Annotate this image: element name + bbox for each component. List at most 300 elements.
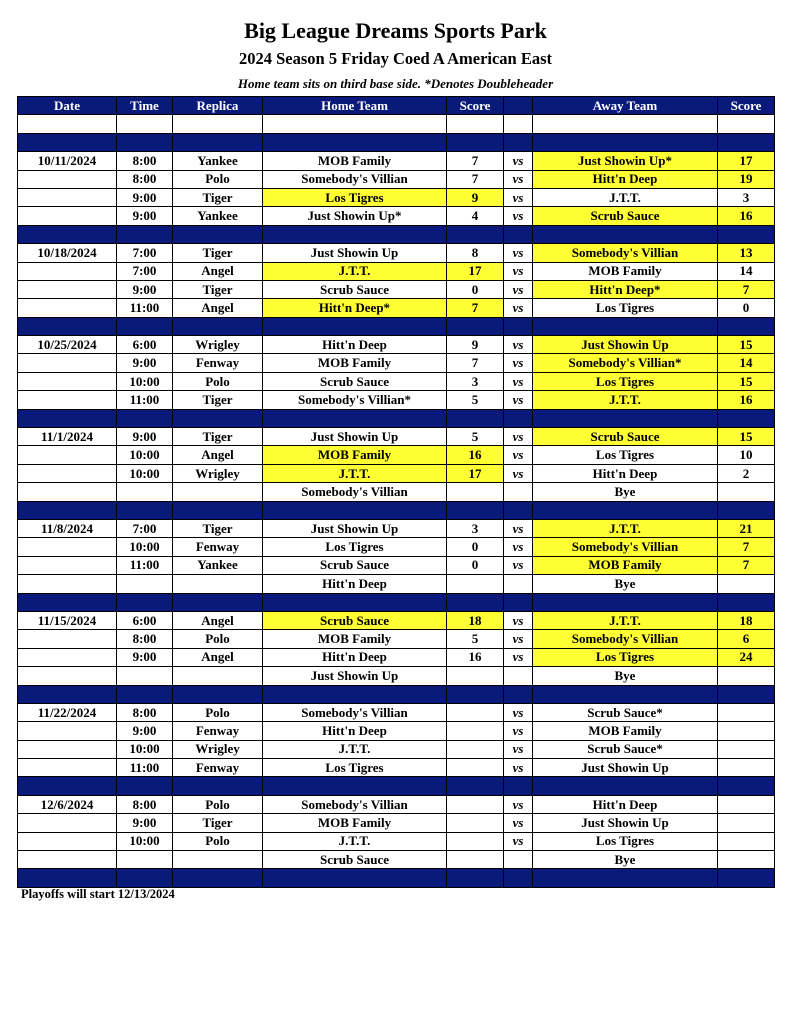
vs-cell: vs <box>504 832 533 850</box>
vs-cell: vs <box>504 538 533 556</box>
schedule-table <box>17 96 775 888</box>
game-row <box>18 336 775 354</box>
game-row <box>18 611 775 629</box>
home-score-cell <box>447 575 504 593</box>
home-score-cell: 0 <box>447 280 504 298</box>
away-score-cell <box>718 832 775 850</box>
separator-cell <box>173 777 263 795</box>
home-score-cell <box>447 483 504 501</box>
date-cell: 10/11/2024 <box>18 152 117 170</box>
game-row <box>18 759 775 777</box>
page-title: Big League Dreams Sports Park <box>244 18 547 43</box>
away-team-cell: Somebody's Villian <box>533 630 718 648</box>
time-cell <box>117 851 173 869</box>
time-cell: 6:00 <box>117 336 173 354</box>
separator-cell <box>447 409 504 427</box>
separator-cell <box>533 409 718 427</box>
home-team-cell: Scrub Sauce <box>263 851 447 869</box>
away-team-cell: Bye <box>533 483 718 501</box>
separator-cell <box>447 133 504 151</box>
home-score-cell <box>447 667 504 685</box>
away-team-cell: J.T.T. <box>533 611 718 629</box>
date-cell <box>18 814 117 832</box>
home-team-cell: Hitt'n Deep <box>263 575 447 593</box>
vs-cell: vs <box>504 391 533 409</box>
vs-cell: vs <box>504 519 533 537</box>
replica-cell <box>173 667 263 685</box>
time-cell: 8:00 <box>117 170 173 188</box>
separator-cell <box>447 501 504 519</box>
away-team-cell: Just Showin Up <box>533 759 718 777</box>
separator-cell <box>504 133 533 151</box>
time-cell: 10:00 <box>117 832 173 850</box>
away-score-cell <box>718 740 775 758</box>
vs-cell: vs <box>504 244 533 262</box>
date-cell: 10/25/2024 <box>18 336 117 354</box>
home-team-cell: Somebody's Villian <box>263 170 447 188</box>
game-row <box>18 188 775 206</box>
blank-cell <box>18 115 117 133</box>
separator-cell <box>173 409 263 427</box>
away-score-cell <box>718 703 775 721</box>
table-header-row <box>18 97 775 115</box>
away-score-cell: 10 <box>718 446 775 464</box>
replica-cell: Yankee <box>173 207 263 225</box>
replica-cell: Polo <box>173 170 263 188</box>
separator-cell <box>533 777 718 795</box>
time-cell: 8:00 <box>117 795 173 813</box>
schedule-body <box>18 115 775 887</box>
separator-cell <box>504 317 533 335</box>
home-score-cell: 0 <box>447 556 504 574</box>
game-row <box>18 556 775 574</box>
separator-cell <box>18 593 117 611</box>
date-cell <box>18 759 117 777</box>
game-row <box>18 851 775 869</box>
away-team-cell: Los Tigres <box>533 832 718 850</box>
vs-cell <box>504 575 533 593</box>
playoffs-note: Playoffs will start 12/13/2024 <box>21 887 175 901</box>
home-team-cell: J.T.T. <box>263 262 447 280</box>
home-score-cell <box>447 703 504 721</box>
away-team-cell: Somebody's Villian* <box>533 354 718 372</box>
separator-cell <box>533 869 718 887</box>
time-cell: 7:00 <box>117 262 173 280</box>
home-team-cell: Los Tigres <box>263 188 447 206</box>
separator-cell <box>533 133 718 151</box>
page-subtitle: 2024 Season 5 Friday Coed A American East <box>238 49 553 68</box>
date-cell <box>18 667 117 685</box>
replica-cell: Angel <box>173 446 263 464</box>
date-cell: 11/15/2024 <box>18 611 117 629</box>
game-row <box>18 740 775 758</box>
week-separator-row <box>18 593 775 611</box>
separator-cell <box>263 869 447 887</box>
home-team-cell: Just Showin Up <box>263 667 447 685</box>
away-team-cell: Bye <box>533 851 718 869</box>
date-cell <box>18 299 117 317</box>
date-cell <box>18 832 117 850</box>
game-row <box>18 832 775 850</box>
home-score-cell <box>447 832 504 850</box>
away-score-cell: 7 <box>718 538 775 556</box>
week-separator-row <box>18 133 775 151</box>
vs-cell: vs <box>504 464 533 482</box>
time-cell: 10:00 <box>117 372 173 390</box>
home-team-cell: J.T.T. <box>263 832 447 850</box>
col-header-replica: Replica <box>173 97 263 115</box>
vs-cell: vs <box>504 446 533 464</box>
home-team-cell: J.T.T. <box>263 740 447 758</box>
vs-cell: vs <box>504 556 533 574</box>
time-cell: 6:00 <box>117 611 173 629</box>
away-team-cell: Los Tigres <box>533 648 718 666</box>
away-team-cell: J.T.T. <box>533 391 718 409</box>
game-row <box>18 391 775 409</box>
replica-cell: Yankee <box>173 152 263 170</box>
separator-cell <box>173 317 263 335</box>
home-team-cell: Somebody's Villian <box>263 483 447 501</box>
replica-cell: Fenway <box>173 354 263 372</box>
separator-cell <box>718 593 775 611</box>
away-score-cell: 7 <box>718 280 775 298</box>
separator-cell <box>263 225 447 243</box>
away-team-cell: Los Tigres <box>533 372 718 390</box>
away-score-cell: 18 <box>718 611 775 629</box>
home-team-cell: Hitt'n Deep* <box>263 299 447 317</box>
separator-cell <box>173 593 263 611</box>
separator-cell <box>718 317 775 335</box>
vs-cell: vs <box>504 428 533 446</box>
away-score-cell: 24 <box>718 648 775 666</box>
vs-cell: vs <box>504 170 533 188</box>
away-team-cell: Hitt'n Deep <box>533 170 718 188</box>
replica-cell <box>173 483 263 501</box>
separator-cell <box>18 225 117 243</box>
time-cell: 9:00 <box>117 280 173 298</box>
date-cell <box>18 464 117 482</box>
home-team-cell: Hitt'n Deep <box>263 648 447 666</box>
separator-cell <box>18 133 117 151</box>
time-cell <box>117 483 173 501</box>
game-row <box>18 795 775 813</box>
separator-cell <box>447 317 504 335</box>
date-cell <box>18 188 117 206</box>
away-score-cell: 15 <box>718 372 775 390</box>
game-row <box>18 372 775 390</box>
home-score-cell: 7 <box>447 152 504 170</box>
vs-cell: vs <box>504 795 533 813</box>
home-team-cell: Somebody's Villian <box>263 795 447 813</box>
separator-cell <box>447 777 504 795</box>
replica-cell: Tiger <box>173 428 263 446</box>
away-score-cell: 21 <box>718 519 775 537</box>
time-cell: 11:00 <box>117 299 173 317</box>
game-row <box>18 722 775 740</box>
home-team-cell: Just Showin Up <box>263 519 447 537</box>
home-score-cell <box>447 795 504 813</box>
away-team-cell: Scrub Sauce* <box>533 703 718 721</box>
date-cell <box>18 170 117 188</box>
separator-cell <box>504 869 533 887</box>
separator-cell <box>117 685 173 703</box>
vs-cell <box>504 483 533 501</box>
away-score-cell: 15 <box>718 336 775 354</box>
date-cell: 11/1/2024 <box>18 428 117 446</box>
vs-cell: vs <box>504 372 533 390</box>
home-team-cell: MOB Family <box>263 814 447 832</box>
vs-cell: vs <box>504 280 533 298</box>
date-cell <box>18 483 117 501</box>
separator-cell <box>117 409 173 427</box>
time-cell: 9:00 <box>117 648 173 666</box>
separator-cell <box>504 501 533 519</box>
date-cell <box>18 851 117 869</box>
vs-cell: vs <box>504 648 533 666</box>
separator-cell <box>718 777 775 795</box>
game-row <box>18 299 775 317</box>
blank-row <box>18 115 775 133</box>
vs-cell: vs <box>504 152 533 170</box>
replica-cell: Fenway <box>173 759 263 777</box>
blank-cell <box>504 115 533 133</box>
away-team-cell: Scrub Sauce <box>533 207 718 225</box>
replica-cell: Tiger <box>173 814 263 832</box>
replica-cell: Angel <box>173 648 263 666</box>
away-score-cell <box>718 667 775 685</box>
vs-cell: vs <box>504 759 533 777</box>
separator-cell <box>447 225 504 243</box>
date-cell <box>18 354 117 372</box>
away-team-cell: MOB Family <box>533 556 718 574</box>
time-cell: 8:00 <box>117 152 173 170</box>
away-team-cell: Just Showin Up* <box>533 152 718 170</box>
game-row <box>18 575 775 593</box>
away-team-cell: MOB Family <box>533 722 718 740</box>
time-cell: 8:00 <box>117 703 173 721</box>
vs-cell: vs <box>504 299 533 317</box>
home-score-cell: 5 <box>447 428 504 446</box>
date-cell <box>18 575 117 593</box>
col-header-time: Time <box>117 97 173 115</box>
vs-cell: vs <box>504 207 533 225</box>
separator-cell <box>263 501 447 519</box>
time-cell: 9:00 <box>117 207 173 225</box>
replica-cell: Tiger <box>173 280 263 298</box>
separator-cell <box>263 593 447 611</box>
blank-cell <box>533 115 718 133</box>
home-score-cell <box>447 740 504 758</box>
game-row <box>18 703 775 721</box>
home-team-cell: Hitt'n Deep <box>263 336 447 354</box>
home-score-cell: 7 <box>447 299 504 317</box>
vs-cell: vs <box>504 740 533 758</box>
date-cell <box>18 538 117 556</box>
time-cell <box>117 575 173 593</box>
away-score-cell <box>718 851 775 869</box>
home-team-cell: Scrub Sauce <box>263 280 447 298</box>
date-cell: 12/6/2024 <box>18 795 117 813</box>
home-score-cell: 17 <box>447 464 504 482</box>
separator-cell <box>173 869 263 887</box>
game-row <box>18 262 775 280</box>
date-cell: 10/18/2024 <box>18 244 117 262</box>
home-team-cell: MOB Family <box>263 630 447 648</box>
time-cell: 11:00 <box>117 556 173 574</box>
home-team-cell: Just Showin Up <box>263 428 447 446</box>
time-cell: 9:00 <box>117 188 173 206</box>
date-cell: 11/22/2024 <box>18 703 117 721</box>
replica-cell: Tiger <box>173 188 263 206</box>
replica-cell: Polo <box>173 703 263 721</box>
vs-cell <box>504 851 533 869</box>
game-row <box>18 630 775 648</box>
date-cell <box>18 262 117 280</box>
away-score-cell: 16 <box>718 391 775 409</box>
separator-cell <box>718 133 775 151</box>
time-cell: 9:00 <box>117 428 173 446</box>
away-team-cell: Hitt'n Deep <box>533 464 718 482</box>
replica-cell: Polo <box>173 795 263 813</box>
separator-cell <box>718 409 775 427</box>
date-cell: 11/8/2024 <box>18 519 117 537</box>
home-score-cell: 7 <box>447 354 504 372</box>
separator-cell <box>173 685 263 703</box>
away-team-cell: Scrub Sauce <box>533 428 718 446</box>
separator-cell <box>18 501 117 519</box>
away-team-cell: Bye <box>533 667 718 685</box>
home-score-cell: 3 <box>447 519 504 537</box>
separator-cell <box>18 317 117 335</box>
home-score-cell: 16 <box>447 446 504 464</box>
replica-cell: Angel <box>173 262 263 280</box>
away-score-cell <box>718 483 775 501</box>
separator-cell <box>18 777 117 795</box>
separator-cell <box>504 409 533 427</box>
home-score-cell: 18 <box>447 611 504 629</box>
away-team-cell: J.T.T. <box>533 519 718 537</box>
separator-cell <box>263 685 447 703</box>
separator-cell <box>533 225 718 243</box>
away-score-cell: 19 <box>718 170 775 188</box>
away-score-cell: 15 <box>718 428 775 446</box>
separator-cell <box>718 501 775 519</box>
date-cell <box>18 648 117 666</box>
blank-cell <box>718 115 775 133</box>
away-score-cell: 7 <box>718 556 775 574</box>
vs-cell: vs <box>504 703 533 721</box>
separator-cell <box>263 133 447 151</box>
separator-cell <box>117 133 173 151</box>
separator-cell <box>718 685 775 703</box>
separator-cell <box>533 685 718 703</box>
separator-cell <box>263 317 447 335</box>
game-row <box>18 354 775 372</box>
separator-cell <box>504 777 533 795</box>
home-score-cell: 3 <box>447 372 504 390</box>
replica-cell: Angel <box>173 299 263 317</box>
blank-cell <box>447 115 504 133</box>
home-team-cell: MOB Family <box>263 152 447 170</box>
away-team-cell: Just Showin Up <box>533 336 718 354</box>
separator-cell <box>117 225 173 243</box>
date-cell <box>18 556 117 574</box>
away-score-cell <box>718 759 775 777</box>
time-cell: 8:00 <box>117 630 173 648</box>
week-separator-row <box>18 685 775 703</box>
home-score-cell: 7 <box>447 170 504 188</box>
away-score-cell: 0 <box>718 299 775 317</box>
date-cell <box>18 372 117 390</box>
home-team-cell: Just Showin Up <box>263 244 447 262</box>
game-row <box>18 428 775 446</box>
game-row <box>18 648 775 666</box>
time-cell: 7:00 <box>117 519 173 537</box>
separator-cell <box>173 133 263 151</box>
away-score-cell <box>718 722 775 740</box>
home-score-cell: 17 <box>447 262 504 280</box>
vs-cell: vs <box>504 630 533 648</box>
away-team-cell: Just Showin Up <box>533 814 718 832</box>
home-score-cell <box>447 851 504 869</box>
home-team-cell: J.T.T. <box>263 464 447 482</box>
col-header-date: Date <box>18 97 117 115</box>
separator-cell <box>533 317 718 335</box>
replica-cell: Wrigley <box>173 740 263 758</box>
separator-cell <box>447 869 504 887</box>
col-header-vs <box>504 97 533 115</box>
separator-cell <box>504 593 533 611</box>
away-team-cell: Los Tigres <box>533 299 718 317</box>
date-cell <box>18 280 117 298</box>
separator-cell <box>117 777 173 795</box>
week-separator-row <box>18 317 775 335</box>
separator-cell <box>117 593 173 611</box>
away-score-cell: 3 <box>718 188 775 206</box>
week-separator-row <box>18 225 775 243</box>
home-team-cell: Los Tigres <box>263 759 447 777</box>
home-score-cell: 9 <box>447 188 504 206</box>
vs-cell: vs <box>504 354 533 372</box>
blank-cell <box>173 115 263 133</box>
separator-cell <box>504 225 533 243</box>
replica-cell <box>173 851 263 869</box>
time-cell <box>117 667 173 685</box>
game-row <box>18 464 775 482</box>
separator-cell <box>533 593 718 611</box>
replica-cell <box>173 575 263 593</box>
away-score-cell: 16 <box>718 207 775 225</box>
time-cell: 11:00 <box>117 391 173 409</box>
vs-cell: vs <box>504 611 533 629</box>
separator-cell <box>263 409 447 427</box>
time-cell: 9:00 <box>117 354 173 372</box>
separator-cell <box>18 409 117 427</box>
away-team-cell: Los Tigres <box>533 446 718 464</box>
away-score-cell <box>718 814 775 832</box>
away-team-cell: Somebody's Villian <box>533 244 718 262</box>
home-team-cell: MOB Family <box>263 446 447 464</box>
separator-cell <box>504 685 533 703</box>
separator-cell <box>18 869 117 887</box>
replica-cell: Polo <box>173 630 263 648</box>
replica-cell: Tiger <box>173 519 263 537</box>
away-team-cell: Somebody's Villian <box>533 538 718 556</box>
away-team-cell: Hitt'n Deep <box>533 795 718 813</box>
vs-cell: vs <box>504 188 533 206</box>
home-team-cell: Scrub Sauce <box>263 611 447 629</box>
away-score-cell: 13 <box>718 244 775 262</box>
